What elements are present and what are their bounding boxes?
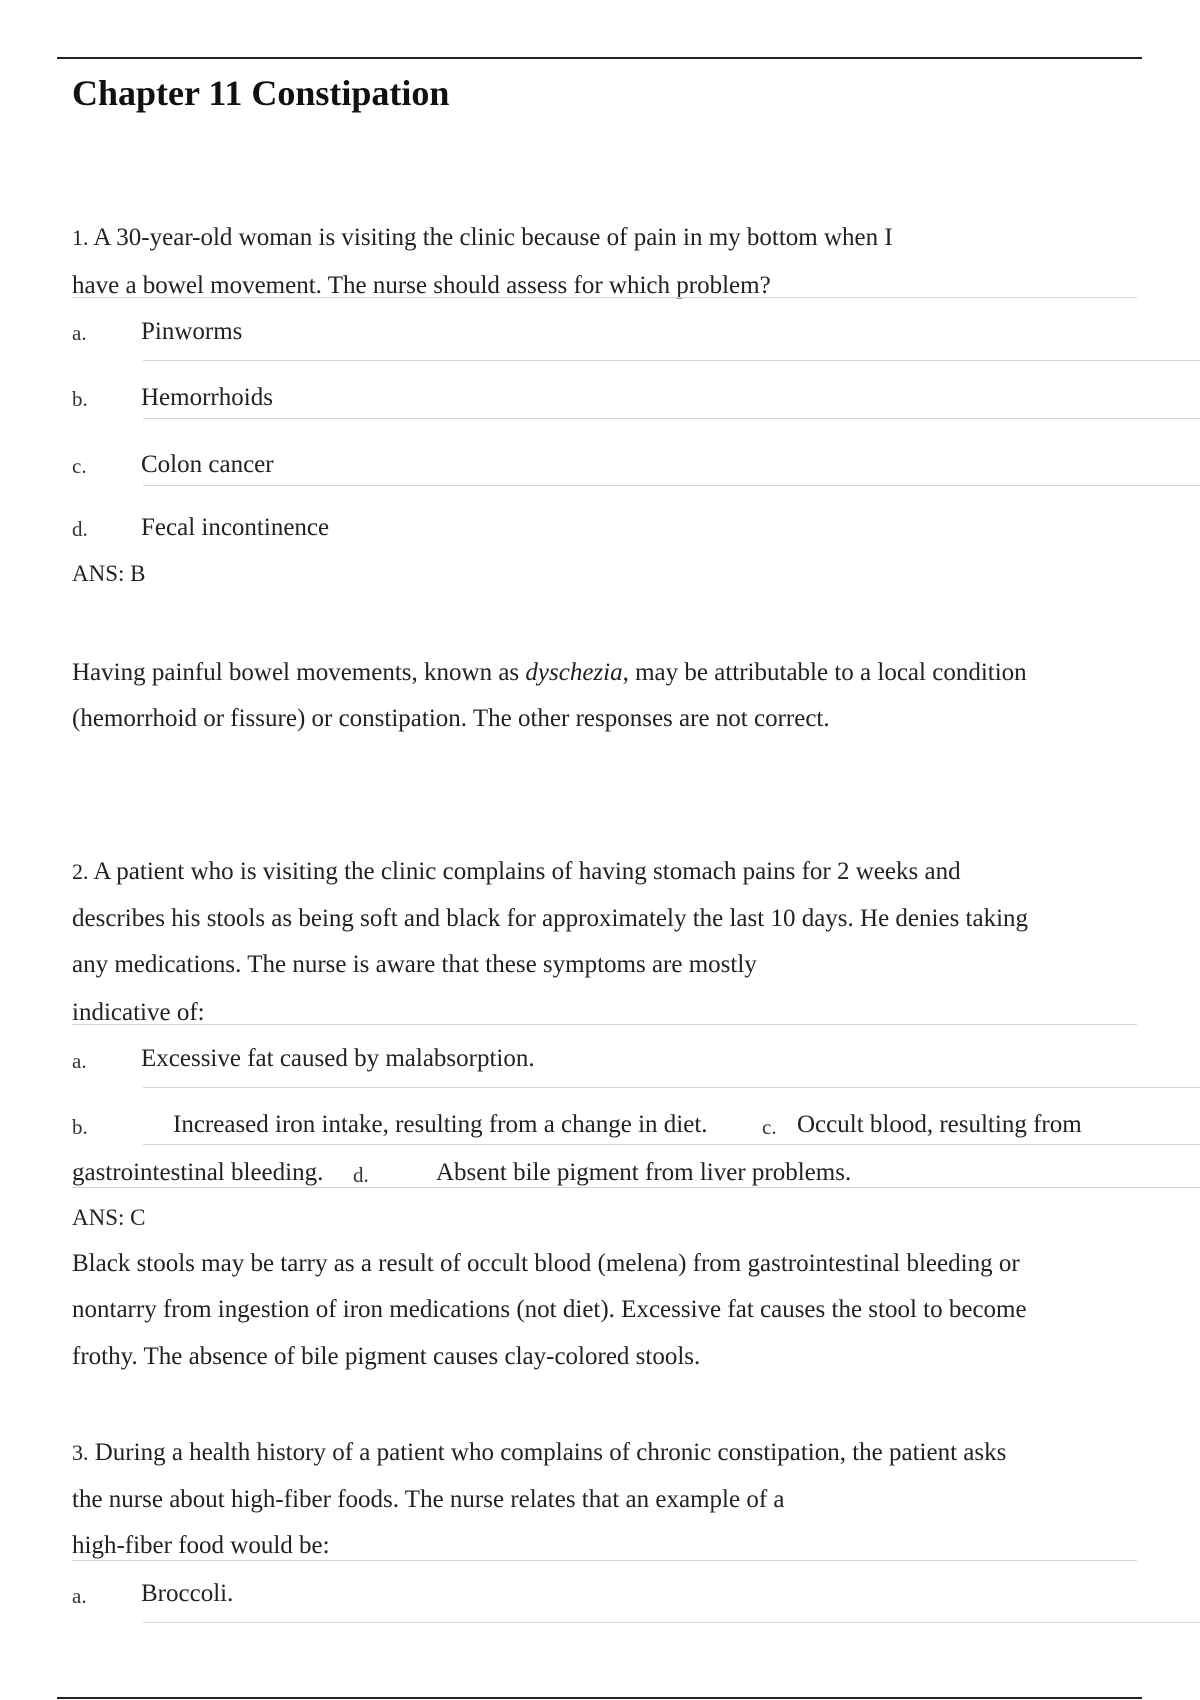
q1-stem-text1: A 30-year-old woman is visiting the clinic because of pain in my bottom when I [93,224,893,251]
q1-rationale-term: dyschezia [525,659,623,686]
q3-stem-text1: During a health history of a patient who complains of chronic constipation, the patient asks [94,1439,1007,1466]
q1-option-c-letter: c. [72,454,87,478]
q2-stem-line2: describes his stools as being soft and black for approximately the last 10 days. He denies taking [72,905,1029,932]
q1-number: 1. [72,225,89,250]
q2-option-b-letter: b. [72,1115,88,1139]
q1-option-a-text: Pinworms [141,318,243,345]
q3-option-a-text: Broccoli. [141,1580,234,1607]
q1-rationale-part1: Having painful bowel movements, known as [72,659,526,686]
q1-stem-underline [72,297,1137,298]
q3-stem-line1 [72,1437,1006,1469]
q1-rationale-part2: , may be attributable to a local condition [622,659,1027,686]
q1-option-a-letter: a. [72,321,87,345]
bottom-rule [57,1697,1142,1699]
q2-option-a-text: Excessive fat caused by malabsorption. [141,1045,535,1072]
q1-answer: ANS: B [72,561,146,586]
q2-stem-underline [72,1024,1137,1025]
q2-rationale-line3: frothy. The absence of bile pigment causes clay-colored stools. [72,1343,701,1370]
q2-rationale-line1: Black stools may be tarry as a result of occult blood (melena) from gastrointestinal bleeding or [72,1250,1020,1277]
q2-rationale-line2: nontarry from ingestion of iron medications (not diet). Excessive fat causes the stool to become [72,1296,1027,1323]
q3-stem-underline [72,1560,1137,1561]
q3-option-a-letter: a. [72,1584,87,1608]
q2-answer: ANS: C [72,1205,146,1230]
q1-option-a-underline [143,360,1200,361]
q1-option-b-letter: b. [72,387,88,411]
chapter-title: Chapter 11 Constipation [72,73,450,113]
q2-stem-text1: A patient who is visiting the clinic complains of having stomach pains for 2 weeks and [93,858,961,885]
q1-rationale-line2: (hemorrhoid or fissure) or constipation. The other responses are not correct. [72,705,830,732]
q1-option-d-letter: d. [72,517,88,541]
q2-option-d-underline [72,1187,1200,1188]
q2-option-b-text: Increased iron intake, resulting from a change in diet. [173,1111,708,1138]
q2-option-d-text: Absent bile pigment from liver problems. [436,1159,852,1186]
q2-option-c-letter: c. [762,1115,777,1139]
q2-stem-line3: any medications. The nurse is aware that these symptoms are mostly [72,951,757,978]
q1-option-c-text: Colon cancer [141,451,274,478]
q1-stem-line2: have a bowel movement. The nurse should assess for which problem? [72,272,771,299]
q2-stem-line1 [72,856,961,888]
q1-stem-line1 [72,222,893,254]
q1-option-b-underline [143,418,1200,419]
q2-stem-line4: indicative of: [72,999,205,1026]
q1-option-b-text: Hemorrhoids [141,384,273,411]
q2-option-c-text: Occult blood, resulting from [797,1111,1082,1138]
q3-stem-line2: the nurse about high-fiber foods. The nurse relates that an example of a [72,1486,785,1513]
q3-stem-line3: high-fiber food would be: [72,1532,330,1559]
q2-option-a-underline [143,1087,1200,1088]
q1-rationale-line1 [72,657,1027,689]
q2-option-a-letter: a. [72,1049,87,1073]
q3-option-a-underline [143,1622,1200,1623]
q2-option-b-underline [143,1144,1200,1145]
q2-option-c-continued: gastrointestinal bleeding. [72,1159,324,1186]
q1-option-d-text: Fecal incontinence [141,514,330,541]
top-rule [57,57,1142,59]
q2-option-d-letter: d. [353,1163,369,1187]
q1-option-c-underline [143,485,1200,486]
q3-number: 3. [72,1440,89,1465]
q2-number: 2. [72,859,89,884]
